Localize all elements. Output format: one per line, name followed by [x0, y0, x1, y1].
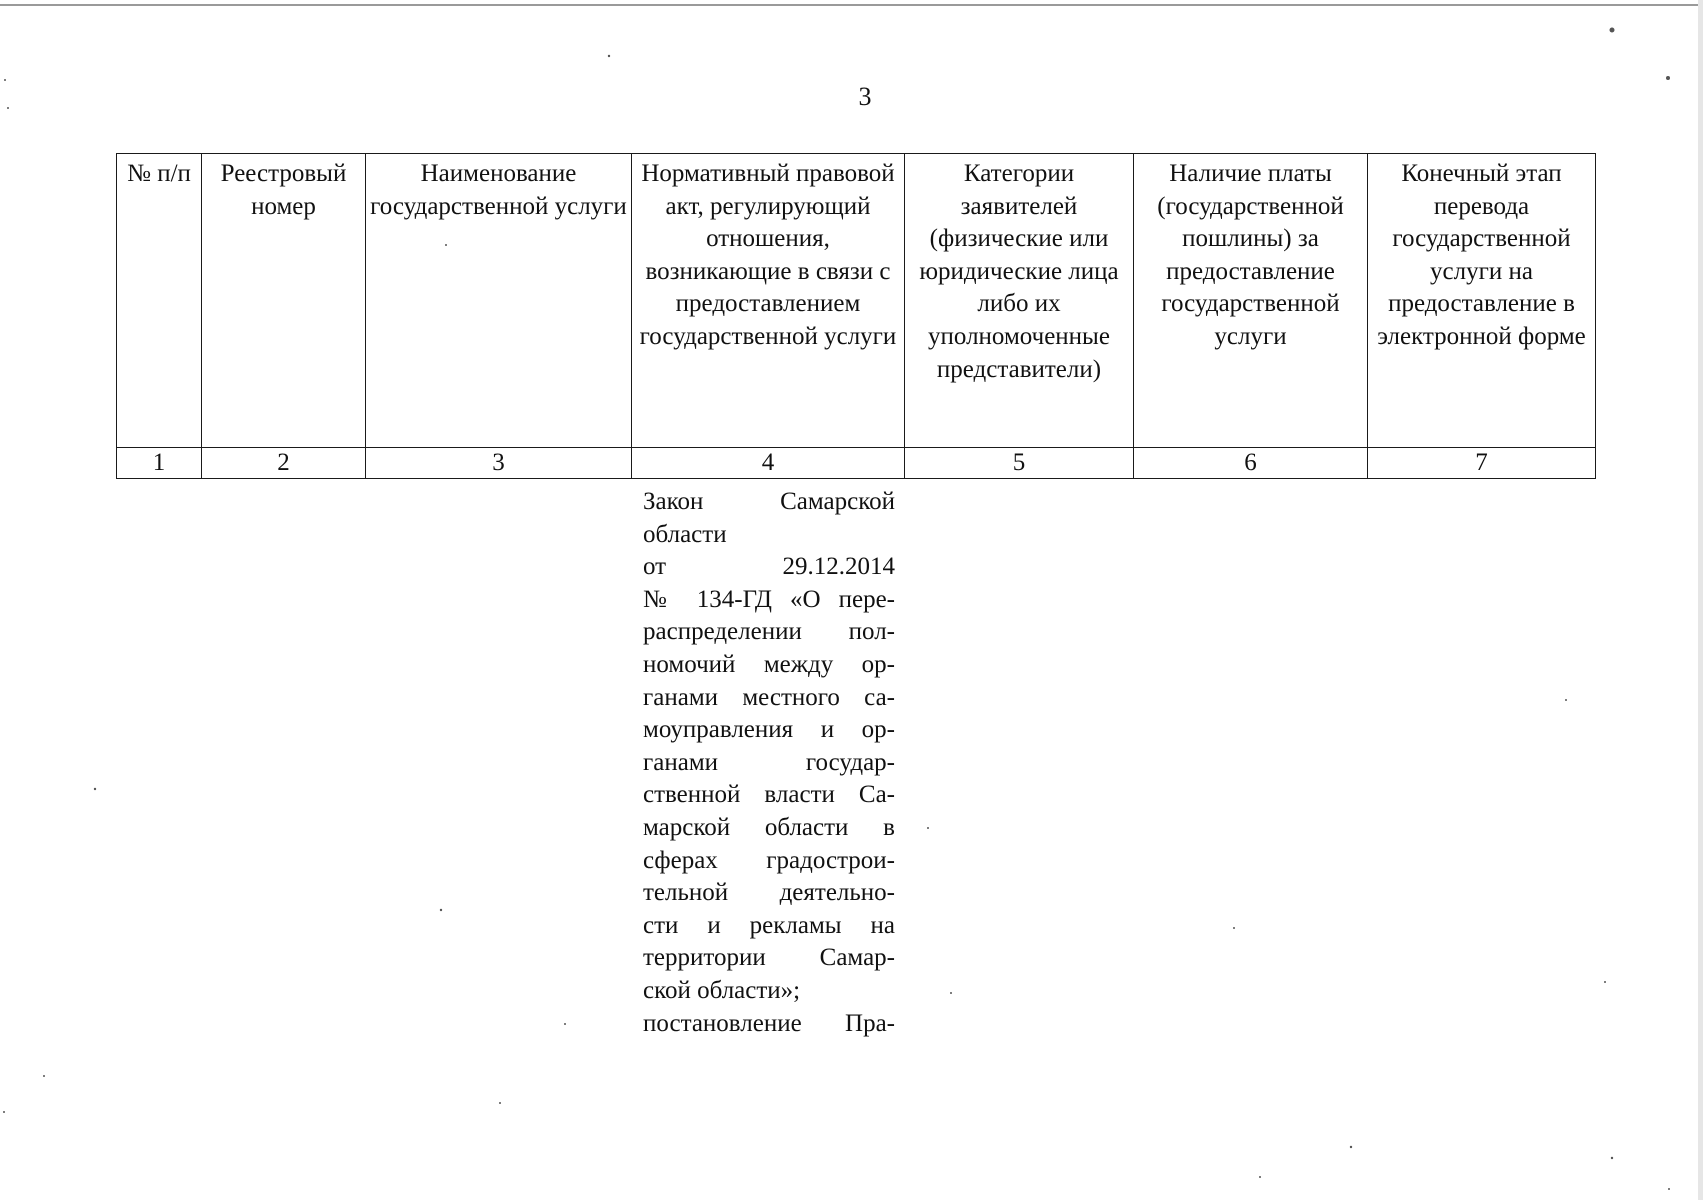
column-number-cell: 3 — [366, 448, 632, 479]
column-number-row — [117, 448, 1596, 479]
legal-act-text-line: тельной деятельно- — [643, 879, 895, 907]
header-cell-service-name: Наименование государственной услуги — [366, 154, 632, 448]
column-number-cell: 1 — [117, 448, 202, 479]
legal-act-text-line: сферах градострои- — [643, 846, 895, 874]
header-cell-registry-number: Реестровый номер — [202, 154, 366, 448]
services-registry-table — [116, 153, 1596, 479]
scan-right-edge — [1698, 0, 1703, 1200]
legal-act-text-line: постановление Пра- — [643, 1009, 895, 1037]
column-number-cell: 2 — [202, 448, 366, 479]
legal-act-text-line: ганами местного са- — [643, 683, 895, 711]
legal-act-text-line: моуправления и ор- — [643, 716, 895, 744]
legal-act-text-line: от 29.12.2014 — [643, 553, 895, 581]
legal-act-text-line: ганами государ- — [643, 748, 895, 776]
table-header-row — [117, 154, 1596, 448]
legal-act-text-line: области — [643, 520, 727, 548]
header-cell-number: № п/п — [117, 154, 202, 448]
legal-act-text-line: марской области в — [643, 813, 895, 841]
legal-act-text-line: ской области»; — [643, 976, 801, 1004]
column-number-cell: 4 — [632, 448, 905, 479]
legal-act-text-block — [643, 486, 895, 1040]
legal-act-text-line: Закон Самарской — [643, 488, 895, 515]
column-number-cell: 7 — [1368, 448, 1596, 479]
legal-act-text-line: № 134-ГД «О пере- — [643, 585, 895, 613]
header-cell-applicant-categories: Категории заявителей (физические или юридические лица либо их уполномоченные представители) — [905, 154, 1134, 448]
header-cell-legal-act: Нормативный правовой акт, регулирующий отношения, возникающие в связи с предоставлением государственной услуги — [632, 154, 905, 448]
page-number: 3 — [858, 82, 872, 111]
legal-act-text-line: ственной власти Са- — [643, 781, 895, 809]
header-cell-fee: Наличие платы (государственной пошлины) за предоставление государственной услуги — [1134, 154, 1368, 448]
column-number-cell: 6 — [1134, 448, 1368, 479]
scan-top-edge-line — [0, 4, 1703, 6]
legal-act-text-line: сти и рекламы на — [643, 911, 895, 939]
header-cell-final-stage: Конечный этап перевода государственной услуги на предоставление в электронной форме — [1368, 154, 1596, 448]
column-number-cell: 5 — [905, 448, 1134, 479]
legal-act-text-line: номочий между ор- — [643, 650, 895, 678]
legal-act-text-line: территории Самар- — [643, 944, 895, 972]
legal-act-text-line: распределении пол- — [643, 618, 895, 646]
